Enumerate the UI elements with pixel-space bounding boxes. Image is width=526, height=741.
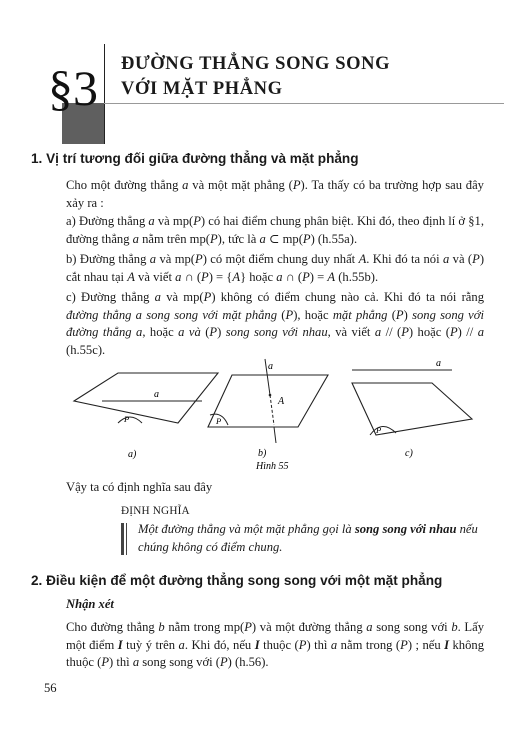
- plane-c: [352, 383, 472, 435]
- remark-label: Nhận xét: [66, 597, 114, 611]
- definition-text: Một đường thẳng và một mặt phẳng gọi là song song với nhau nếu chúng không có điểm chung.: [138, 522, 478, 554]
- section1-conclusion: Vậy ta có định nghĩa sau đây: [66, 480, 213, 494]
- label-point-A: A: [278, 396, 285, 407]
- header-rule-horizontal: [104, 103, 504, 104]
- plane-a: [74, 373, 218, 423]
- section1-case-a: a) Đường thẳng a và mp(P) có hai điểm chung phân biệt. Khi đó, theo định lí ở §1, đường thẳng a nằm trên mp(P), tức là a ⊂ mp(P) (h.55a).: [66, 214, 484, 246]
- section1-case-b: b) Đường thẳng a và mp(P) có một điểm chung duy nhất A. Khi đó ta nói a và (P) cắt nhau tại A và viết a ∩ (P) = {A} hoặc a ∩ (P) = A (h.55b).: [66, 252, 485, 284]
- label-line-c: a: [436, 358, 441, 369]
- label-plane-b: P: [216, 416, 222, 426]
- sub-label-c: c): [405, 448, 413, 459]
- figure-55: [60, 355, 480, 475]
- label-plane-a: P: [124, 414, 130, 424]
- definition-bar: [121, 523, 124, 555]
- definition-bar-thin: [126, 523, 127, 555]
- section1-intro: Cho một đường thẳng a và một mặt phẳng (P). Ta thấy có ba trường hợp sau đây xảy ra :: [66, 178, 484, 210]
- header-rule-vertical: [104, 44, 105, 144]
- label-line-b: a: [268, 361, 273, 372]
- plane-a-arc: [118, 417, 142, 423]
- remark-text: Cho đường thẳng b nằm trong mp(P) và một đường thẳng a song song với b. Lấy một điểm I tuỳ ý trên a. Khi đó, nếu I thuộc (P) thì a nằm trong (P) ; nếu I không thuộc (P) thì a song song với (P) (h.56).: [66, 620, 485, 669]
- section2-heading: 2. Điều kiện để một đường thẳng song song với một mặt phẳng: [31, 573, 443, 588]
- label-plane-c: P: [376, 425, 382, 435]
- label-line-a: a: [154, 389, 159, 400]
- figure-caption: Hình 55: [256, 461, 289, 472]
- point-A: [269, 394, 272, 397]
- definition-emphasis: song song với nhau: [354, 522, 457, 536]
- page-title-line1: ĐƯỜNG THẲNG SONG SONG: [121, 54, 391, 74]
- line-b-below: [270, 395, 274, 425]
- definition-label: ĐỊNH NGHĨA: [121, 505, 190, 517]
- sub-label-b: b): [258, 448, 267, 459]
- line-b-under: [274, 427, 276, 443]
- section1-case-c: c) Đường thẳng a và mp(P) không có điểm chung nào cả. Khi đó ta nói rằng đường thẳng a song song với mặt phẳng (P), hoặc mặt phẳng (P) song song với đường thẳng a, hoặc a và (P) song song với nhau, và viết a // (P) hoặc (P) // a (h.55c).: [66, 290, 485, 357]
- section1-heading: 1. Vị trí tương đối giữa đường thẳng và mặt phẳng: [31, 151, 359, 166]
- page-number: 56: [44, 681, 57, 695]
- sub-label-a: a): [128, 449, 137, 460]
- section-symbol: §3: [48, 60, 98, 116]
- page-title-line2: VỚI MẶT PHẲNG: [121, 79, 283, 99]
